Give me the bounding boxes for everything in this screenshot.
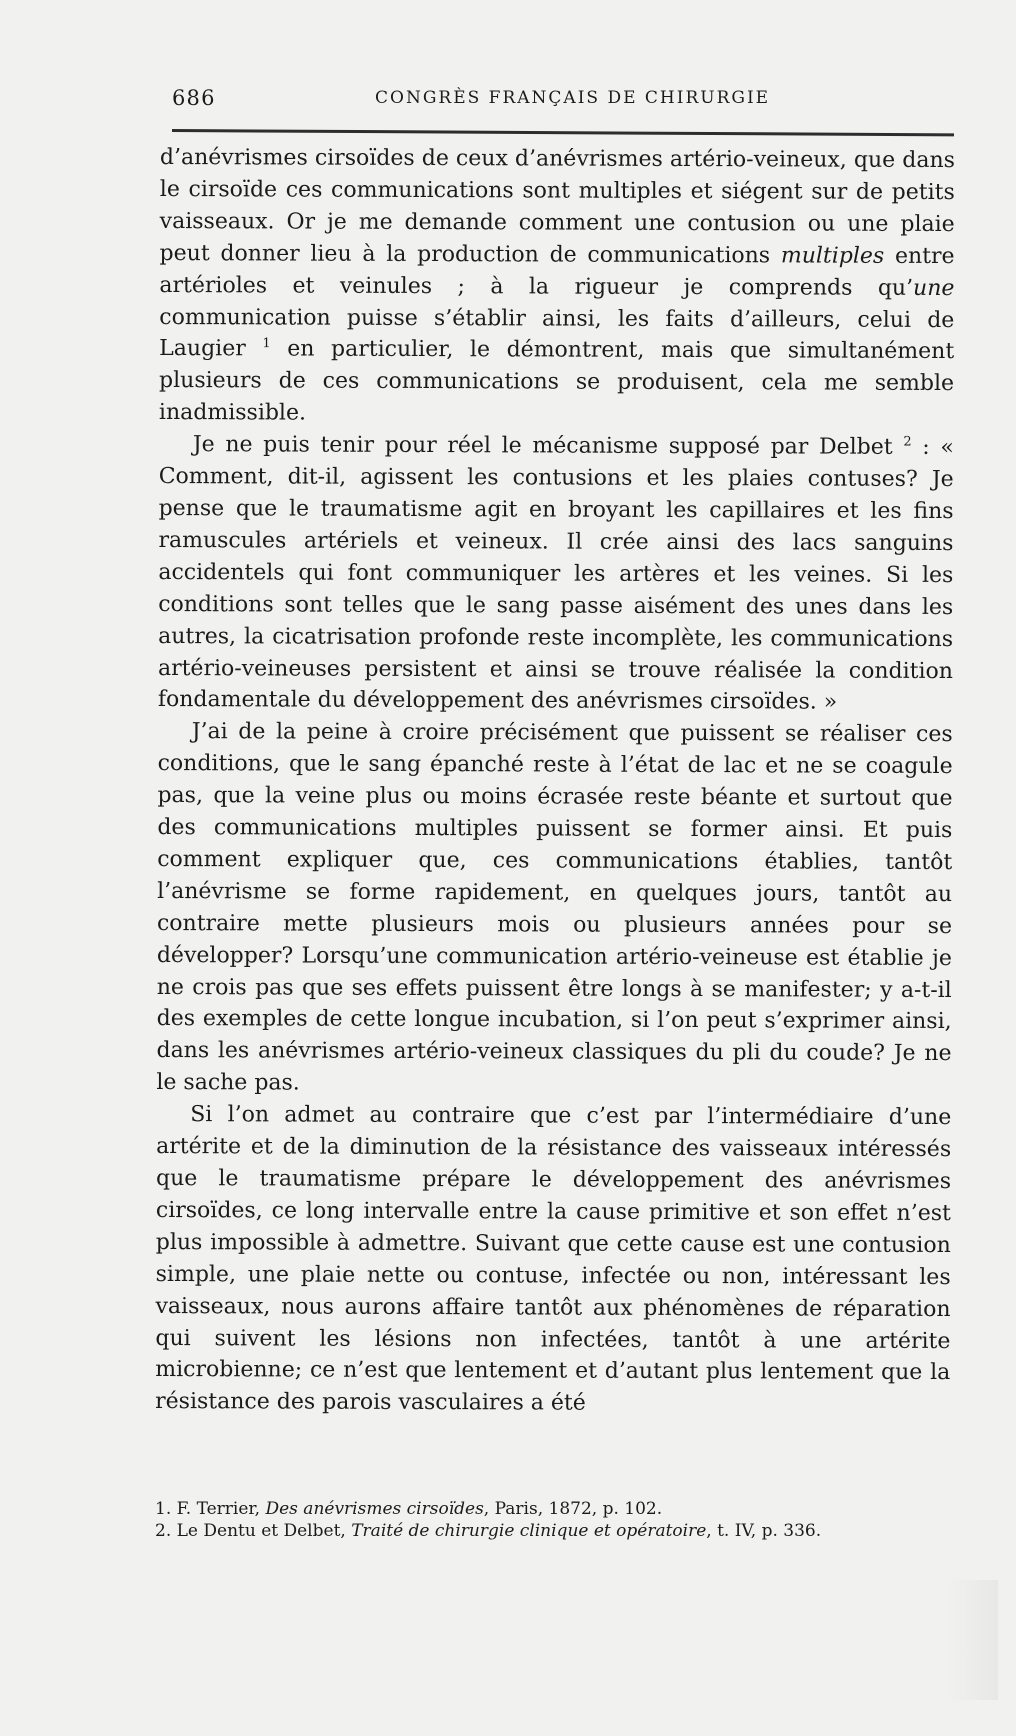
- footnote-1-part-a: 1. F. Terrier,: [155, 1499, 266, 1519]
- main-text: [155, 142, 955, 1421]
- page-header: [172, 82, 952, 116]
- paragraph-1: [159, 142, 955, 432]
- paragraph-2-part-a: Je ne puis tenir pour réel le mécanisme supposé par Delbet: [192, 432, 904, 461]
- footnote-ref-2: 2: [903, 434, 912, 450]
- paragraph-1-part-e: communication puisse s’établir ainsi, les faits d’ailleurs, celui de Laugier: [159, 304, 955, 362]
- footnote-2: [155, 1520, 950, 1542]
- paragraph-1-part-a: d’anévrismes cirsoïdes de ceux d’anévrismes artério-veineux, que dans le cirsoïde ces communications sont multiples et siégent sur de petits vaisseaux. Or je me demande comment une contusion ou une plaie peut donner lieu à la production de communications: [159, 144, 955, 269]
- paragraph-2: [158, 429, 954, 719]
- footnote-ref-1: 1: [262, 336, 271, 352]
- paragraph-1-italic-multiples: multiples: [780, 243, 885, 269]
- running-title: CONGRÈS FRANÇAIS DE CHIRURGIE: [375, 88, 771, 108]
- footnotes: [155, 1498, 950, 1542]
- footnote-2-title: Traité de chirurgie clinique et opératoire: [351, 1521, 707, 1541]
- paragraph-1-part-c: entre artérioles et veinules ; à la rigueur je comprends qu’: [159, 243, 955, 301]
- page-number: 686: [172, 86, 216, 110]
- footnote-1-part-c: , Paris, 1872, p. 102.: [483, 1499, 663, 1519]
- paragraph-2-part-c: : « Comment, dit-il, agissent les contusions et les plaies contuses? Je pense que le traumatisme agit en broyant les capillaires et les fins ramuscules artériels et veineux. Il crée ainsi des lacs sanguins accidentels qui font communiquer les artères et les veines. Si les conditions sont telles que le sang passe aisément des unes dans les autres, la cicatrisation profonde reste incomplète, les communications artério-veineuses persistent et ainsi se trouve réalisée la condition fondamentale du développement des anévrismes cirsoïdes. »: [157, 435, 954, 716]
- paragraph-4: Si l’on admet au contraire que c’est par l’intermédiaire d’une artérite et de la diminution de la résistance des vaisseaux intéressés que le traumatisme prépare le développement des anévrismes cirsoïdes, ce long intervalle entre la cause primitive et son effet n’est plus impossible à admettre. Suivant que cette cause est une contusion simple, une plaie nette ou contuse, infectée ou non, intéressant les vaisseaux, nous aurons affaire tantôt aux phénomènes de réparation qui suivent les lésions non infectées, tantôt à une artérite microbienne; ce n’est que lentement et d’autant plus lentement que la résistance des parois vasculaires a été: [155, 1102, 952, 1416]
- paragraph-3: J’ai de la peine à croire précisément que puissent se réaliser ces conditions, que le sang épanché reste à l’état de lac et ne se coagule pas, que la veine plus ou moins écrasée reste béante et surtout que des communications multiples puissent se former ainsi. Et puis comment expliquer que, ces communications établies, tantôt l’anévrisme se forme rapidement, en quelques jours, tantôt au contraire mette plusieurs mois ou plusieurs années pour se développer? Lorsqu’une communication artério-veineuse est établie je ne crois pas que ses effets puissent être longs à se manifester; y a-t-il des exemples de cette longue incubation, si l’on peut s’exprimer ainsi, dans les anévrismes artério-veineux classiques du pli du coude? Je ne le sache pas.: [156, 719, 953, 1096]
- header-rule: [172, 129, 954, 136]
- footnote-1-title: Des anévrismes cirsoïdes: [265, 1499, 484, 1519]
- paragraph-1-italic-une: une: [913, 275, 955, 301]
- footnote-1: [155, 1498, 950, 1520]
- footnote-2-part-a: 2. Le Dentu et Delbet,: [155, 1521, 352, 1541]
- footnote-2-part-c: , t. IV, p. 336.: [706, 1521, 822, 1541]
- paragraph-1-part-g: en particulier, le démontrent, mais que simultanément plusieurs de ces communications se produisent, cela me semble inadmissible.: [158, 336, 955, 426]
- page-edge-shadow: [946, 1580, 998, 1700]
